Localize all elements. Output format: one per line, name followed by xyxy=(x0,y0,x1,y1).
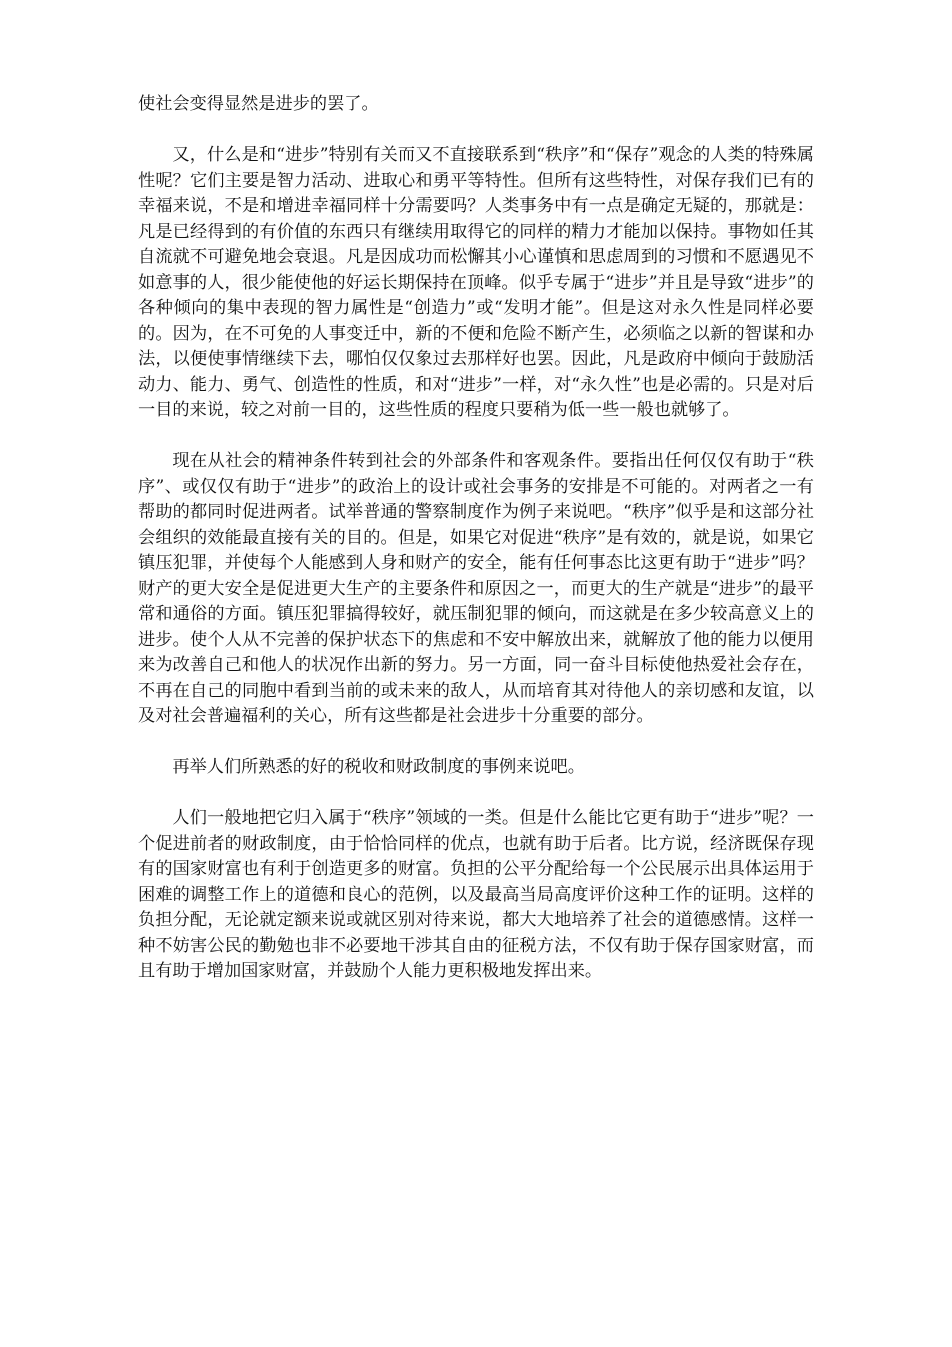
paragraph-3: 现在从社会的精神条件转到社会的外部条件和客观条件。要指出任何仅仅有助于“秩序”、或仅仅有助于“进步”的政治上的设计或社会事务的安排是不可能的。对两者之一有帮助的都同时促进两者。试举普通的警察制度作为例子来说吧。“秩序”似乎是和这部分社会组织的效能最直接有关的目的。但是，如果它对促进“秩序”是有效的，就是说，如果它镇压犯罪，并使每个人能感到人身和财产的安全，能有任何事态比这更有助于“进步”吗？财产的更大安全是促进更大生产的主要条件和原因之一，而更大的生产就是“进步”的最平常和通俗的方面。镇压犯罪搞得较好，就压制犯罪的倾向，而这就是在多少较高意义上的进步。使个人从不完善的保护状态下的焦虑和不安中解放出来，就解放了他的能力以便用来为改善自己和他人的状况作出新的努力。另一方面，同一奋斗目标使他热爱社会存在，不再在自己的同胞中看到当前的或未来的敌人，从而培育其对待他人的亲切感和友谊，以及对社会普遍福利的关心，所有这些都是社会进步十分重要的部分。 xyxy=(138,451,814,726)
document-page xyxy=(138,92,814,1010)
paragraph-4: 再举人们所熟悉的好的税收和财政制度的事例来说吧。 xyxy=(172,757,585,777)
paragraph-5: 人们一般地把它归入属于“秩序”领域的一类。但是什么能比它更有助于“进步”呢？一个促进前者的财政制度，由于恰恰同样的优点，也就有助于后者。比方说，经济既保存现有的国家财富也有利于创造更多的财富。负担的公平分配给每一个公民展示出具体运用于困难的调整工作上的道德和良心的范例，以及最高当局高度评价这种工作的证明。这样的负担分配，无论就定额来说或就区别对待来说，都大大地培养了社会的道德感情。这样一种不妨害公民的勤勉也非不必要地干涉其自由的征税方法，不仅有助于保存国家财富，而且有助于增加国家财富，并鼓励个人能力更积极地发挥出来。 xyxy=(138,808,814,981)
paragraph-2: 又，什么是和“进步”特别有关而又不直接联系到“秩序”和“保存”观念的人类的特殊属性呢？它们主要是智力活动、进取心和勇平等特性。但所有这些特性，对保存我们已有的幸福来说，不是和增进幸福同样十分需要吗？人类事务中有一点是确定无疑的，那就是：凡是已经得到的有价值的东西只有继续用取得它的同样的精力才能加以保持。事物如任其自流就不可避免地会衰退。凡是因成功而松懈其小心谨慎和思虑周到的习惯和不愿遇见不如意事的人，很少能使他的好运长期保持在顶峰。似乎专属于“进步”并且是导致“进步”的各种倾向的集中表现的智力属性是“创造力”或“发明才能”。但是这对永久性是同样必要的。因为，在不可免的人事变迁中，新的不便和危险不断产生，必须临之以新的智谋和办法，以便使事情继续下去，哪怕仅仅象过去那样好也罢。因此，凡是政府中倾向于鼓励活动力、能力、勇气、创造性的性质，和对“进步”一样，对“永久性”也是必需的。只是对后一目的来说，较之对前一目的，这些性质的程度只要稍为低一些一般也就够了。 xyxy=(138,145,814,420)
paragraph-1: 使社会变得显然是进步的罢了。 xyxy=(138,94,379,114)
